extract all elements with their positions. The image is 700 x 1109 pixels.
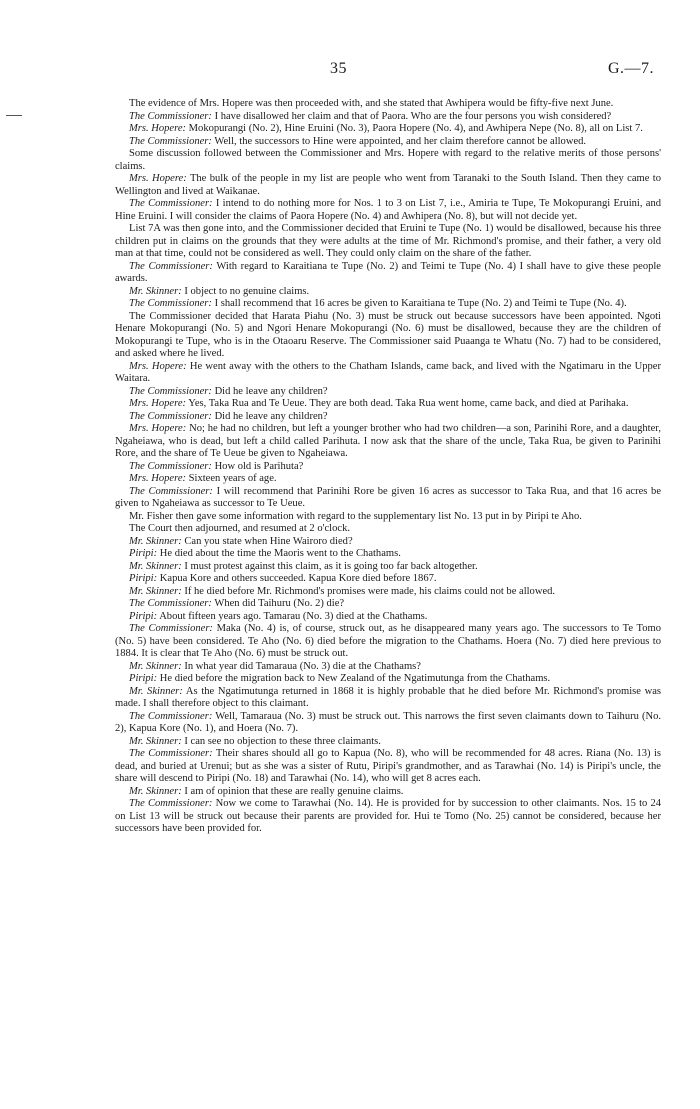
- margin-mark: [6, 115, 22, 116]
- paragraph-text: The bulk of the people in my list are people who went from Taranaki to the South Island. Then they came to Wellington and lived at Waikanae.: [115, 173, 661, 197]
- speaker-label: Mrs. Hopere:: [129, 398, 187, 409]
- speaker-label: The Commissioner:: [129, 460, 212, 472]
- speaker-label: Piripi:: [129, 673, 158, 684]
- paragraph-text: Well, the successors to Hine were appointed, and her claim therefore cannot be allowed.: [214, 135, 587, 147]
- paragraph-text: As the Ngatimutunga returned in 1868 it is highly probable that he died before Mr. Richmond's promise was made. I shall therefore object to this claimant.: [115, 685, 662, 709]
- paragraph: [115, 223, 661, 261]
- paragraph-text: Mr. Fisher then gave some information with regard to the supplementary list No. 13 put in by Piripi te Aho.: [129, 510, 582, 522]
- speaker-label: The Commissioner:: [129, 110, 212, 122]
- paragraph: [115, 98, 661, 111]
- paragraph-text: Kapua Kore and others succeeded. Kapua Kore died before 1867.: [159, 573, 437, 584]
- paragraph-text: Maka (No. 4) is, of course, struck out, as he disappeared many years ago. The successors to Te Tomo (No. 5) have been considered. Te Aho (No. 6) died before the migration to the Chathams. Hoera (No. 7) died here previous to 1884. It is clear that Te Aho (No. 6) must be struck out.: [115, 623, 662, 659]
- speaker-label: The Commissioner:: [129, 135, 212, 147]
- paragraph-text: I object to no genuine claims.: [184, 285, 310, 297]
- paragraph: [115, 136, 661, 149]
- paragraph: [115, 623, 661, 661]
- paragraph: [115, 311, 661, 361]
- paragraph-text: Mokopurangi (No. 2), Hine Eruini (No. 3), Paora Hopere (No. 4), and Awhipera Nepe (No. 8), all on List 7.: [188, 123, 643, 134]
- paragraph: [115, 523, 661, 536]
- paragraph: [115, 173, 661, 198]
- speaker-label: The Commissioner:: [129, 710, 213, 722]
- paragraph-text: No; he had no children, but left a younger brother who had two children—a son, Parinihi Rore, and a daughter, Ngaheiawa, who is dead, but left a child called Parihuta. I now ask that the share of the uncle, Taka Rua, be given to Parinihi Rore, and the share of Te Ueue be given to Ngaheiawa.: [115, 423, 661, 459]
- paragraph-text: Yes, Taka Rua and Te Ueue. They are both dead. Taka Rua went home, came back, and died at Parihaka.: [188, 398, 629, 409]
- paragraph: [115, 536, 661, 549]
- paragraph-text: I shall recommend that 16 acres be given to Karaitiana te Tupe (No. 2) and Teimi te Tupe (No. 4).: [214, 298, 627, 309]
- speaker-label: Mrs. Hopere:: [129, 123, 187, 134]
- speaker-label: The Commissioner:: [129, 798, 213, 809]
- paragraph: [115, 461, 661, 474]
- paragraph: [115, 486, 661, 511]
- speaker-label: The Commissioner:: [129, 298, 212, 309]
- paragraph-text: Did he leave any children?: [214, 385, 328, 397]
- paragraph-text: Sixteen years of age.: [188, 473, 277, 484]
- paragraph: [115, 673, 661, 686]
- paragraph: [115, 736, 661, 749]
- speaker-label: Mr. Skinner:: [129, 285, 182, 297]
- paragraph-text: The Court then adjourned, and resumed at 2 o'clock.: [129, 523, 350, 534]
- speaker-label: The Commissioner:: [129, 385, 212, 397]
- speaker-label: The Commissioner:: [129, 485, 213, 497]
- paragraph-text: He went away with the others to the Chatham Islands, came back, and lived with the Ngatimaru in the Upper Waitara.: [115, 360, 661, 384]
- paragraph-text: Some discussion followed between the Commissioner and Mrs. Hopere with regard to the relative merits of those persons' claims.: [115, 148, 661, 172]
- paragraph-text: He died about the time the Maoris went to the Chathams.: [159, 548, 401, 559]
- paragraph: [115, 423, 661, 461]
- paragraph-text: If he died before Mr. Richmond's promises were made, his claims could not be allowed.: [184, 585, 556, 597]
- page-reference: G.—7.: [607, 60, 654, 77]
- paragraph-text: List 7A was then gone into, and the Commissioner decided that Eruini te Tupe (No. 1) would be disallowed, because his three children put in claims on the grounds that they were adults at the time of Mr. Richmond's promise, and their father, a very old man at that time, could not be considered as well. They could only claim on the share of the father.: [115, 223, 661, 259]
- paragraph: [115, 198, 661, 223]
- paragraph-text: I intend to do nothing more for Nos. 1 to 3 on List 7, i.e., Amiria te Tupe, Te Mokopurangi Eruini, and Hine Eruini. I will consider the claims of Paora Hopere (No. 4) and Awhipera (No. 8), but will not decide yet.: [115, 198, 662, 222]
- paragraph: [115, 798, 661, 836]
- paragraph-text: He died before the migration back to New Zealand of the Ngatimutunga from the Chathams.: [159, 673, 551, 684]
- speaker-label: Piripi:: [129, 610, 158, 622]
- speaker-label: Mr. Skinner:: [129, 660, 182, 672]
- paragraph: [115, 748, 661, 786]
- paragraph: [115, 586, 661, 599]
- paragraph-text: Did he leave any children?: [214, 410, 328, 422]
- paragraph-text: When did Taihuru (No. 2) die?: [214, 598, 345, 609]
- paragraph: [115, 548, 661, 561]
- paragraph: [115, 561, 661, 574]
- paragraph: [115, 661, 661, 674]
- speaker-label: The Commissioner:: [129, 198, 213, 209]
- speaker-label: Mrs. Hopere:: [129, 360, 187, 372]
- paragraph-text: I am of opinion that these are really genuine claims.: [184, 785, 404, 797]
- paragraph: [115, 398, 661, 411]
- paragraph-text: Can you state when Hine Wairoro died?: [184, 535, 353, 547]
- page-number: 35: [330, 60, 347, 77]
- paragraph: [115, 686, 661, 711]
- paragraph-text: I can see no objection to these three claimants.: [184, 735, 381, 747]
- paragraph: [115, 111, 661, 124]
- paragraph: [115, 611, 661, 624]
- paragraph: [115, 511, 661, 524]
- speaker-label: The Commissioner:: [129, 748, 213, 759]
- speaker-label: Mr. Skinner:: [129, 685, 183, 697]
- paragraph: [115, 411, 661, 424]
- paragraph: [115, 298, 661, 311]
- paragraph-text: Now we come to Tarawhai (No. 14). He is provided for by succession to other claimants. Nos. 15 to 24 on List 13 will be struck out because their parents are provided for. Hui te Tomo (No. 25) cannot be considered, because her successors have been provided for.: [115, 798, 661, 834]
- paragraph: [115, 261, 661, 286]
- paragraph-text: In what year did Tamaraua (No. 3) die at the Chathams?: [184, 660, 421, 672]
- paragraph-text: How old is Parihuta?: [214, 460, 304, 472]
- paragraph: [115, 123, 661, 136]
- paragraph: [115, 711, 661, 736]
- speaker-label: Mr. Skinner:: [129, 585, 182, 597]
- speaker-label: Piripi:: [129, 573, 158, 584]
- speaker-label: Mrs. Hopere:: [129, 423, 187, 434]
- paragraph: [115, 361, 661, 386]
- paragraph-text: With regard to Karaitiana te Tupe (No. 2) and Teimi te Tupe (No. 4) I shall have to give these people awards.: [115, 260, 661, 284]
- speaker-label: Piripi:: [129, 548, 158, 559]
- paragraph: [115, 598, 661, 611]
- document-body: [115, 98, 661, 836]
- paragraph: [115, 386, 661, 399]
- paragraph-text: I have disallowed her claim and that of Paora. Who are the four persons you wish considered?: [214, 110, 612, 122]
- paragraph: [115, 573, 661, 586]
- paragraph-text: About fifteen years ago. Tamarau (No. 3) died at the Chathams.: [159, 610, 428, 622]
- speaker-label: Mrs. Hopere:: [129, 173, 187, 184]
- speaker-label: The Commissioner:: [129, 410, 212, 422]
- speaker-label: Mr. Skinner:: [129, 785, 182, 797]
- paragraph: [115, 286, 661, 299]
- paragraph-text: The Commissioner decided that Harata Piahu (No. 3) must be struck out because successors have been appointed. Ngoti Henare Mokopurangi (No. 5) and Ngori Henare Mokopurangi (No. 6) must be disallowed, because they are the children of Mokopurangi te Tupe, who is in the Otaoaru Reserve. The Commissioner said Puaanga te Whatu (No. 7) had to be considered, and asked where he lived.: [115, 310, 661, 359]
- page-header: [0, 60, 700, 84]
- paragraph-text: Well, Tamaraua (No. 3) must be struck out. This narrows the first seven claimants down to Taihuru (No. 2), Kapua Kore (No. 1), and Hoera (No. 7).: [115, 710, 661, 734]
- speaker-label: Mr. Skinner:: [129, 735, 182, 747]
- speaker-label: Mr. Skinner:: [129, 560, 182, 572]
- paragraph-text: I must protest against this claim, as it is going too far back altogether.: [184, 560, 478, 572]
- paragraph: [115, 786, 661, 799]
- speaker-label: Mr. Skinner:: [129, 535, 182, 547]
- paragraph-text: Their shares should all go to Kapua (No. 8), who will be recommended for 48 acres. Riana (No. 13) is dead, and buried at Urenui; but as she was a sister of Rutu, Piripi's grandmother, and as Tarawhai (No. 14) is Piripi's uncle, the share will descend to Piripi (No. 18) and Tarawhai (No. 14), who will get 8 acres each.: [115, 748, 661, 784]
- speaker-label: The Commissioner:: [129, 260, 213, 272]
- paragraph: [115, 148, 661, 173]
- paragraph-text: I will recommend that Parinihi Rore be given 16 acres as successor to Taka Rua, and that 16 acres be given to Ngaheiawa as successor to Te Ueue.: [115, 485, 662, 509]
- speaker-label: The Commissioner:: [129, 623, 213, 634]
- speaker-label: The Commissioner:: [129, 598, 212, 609]
- speaker-label: Mrs. Hopere:: [129, 473, 187, 484]
- paragraph-text: The evidence of Mrs. Hopere was then proceeded with, and she stated that Awhipera would be fifty-five next June.: [129, 98, 614, 109]
- paragraph: [115, 473, 661, 486]
